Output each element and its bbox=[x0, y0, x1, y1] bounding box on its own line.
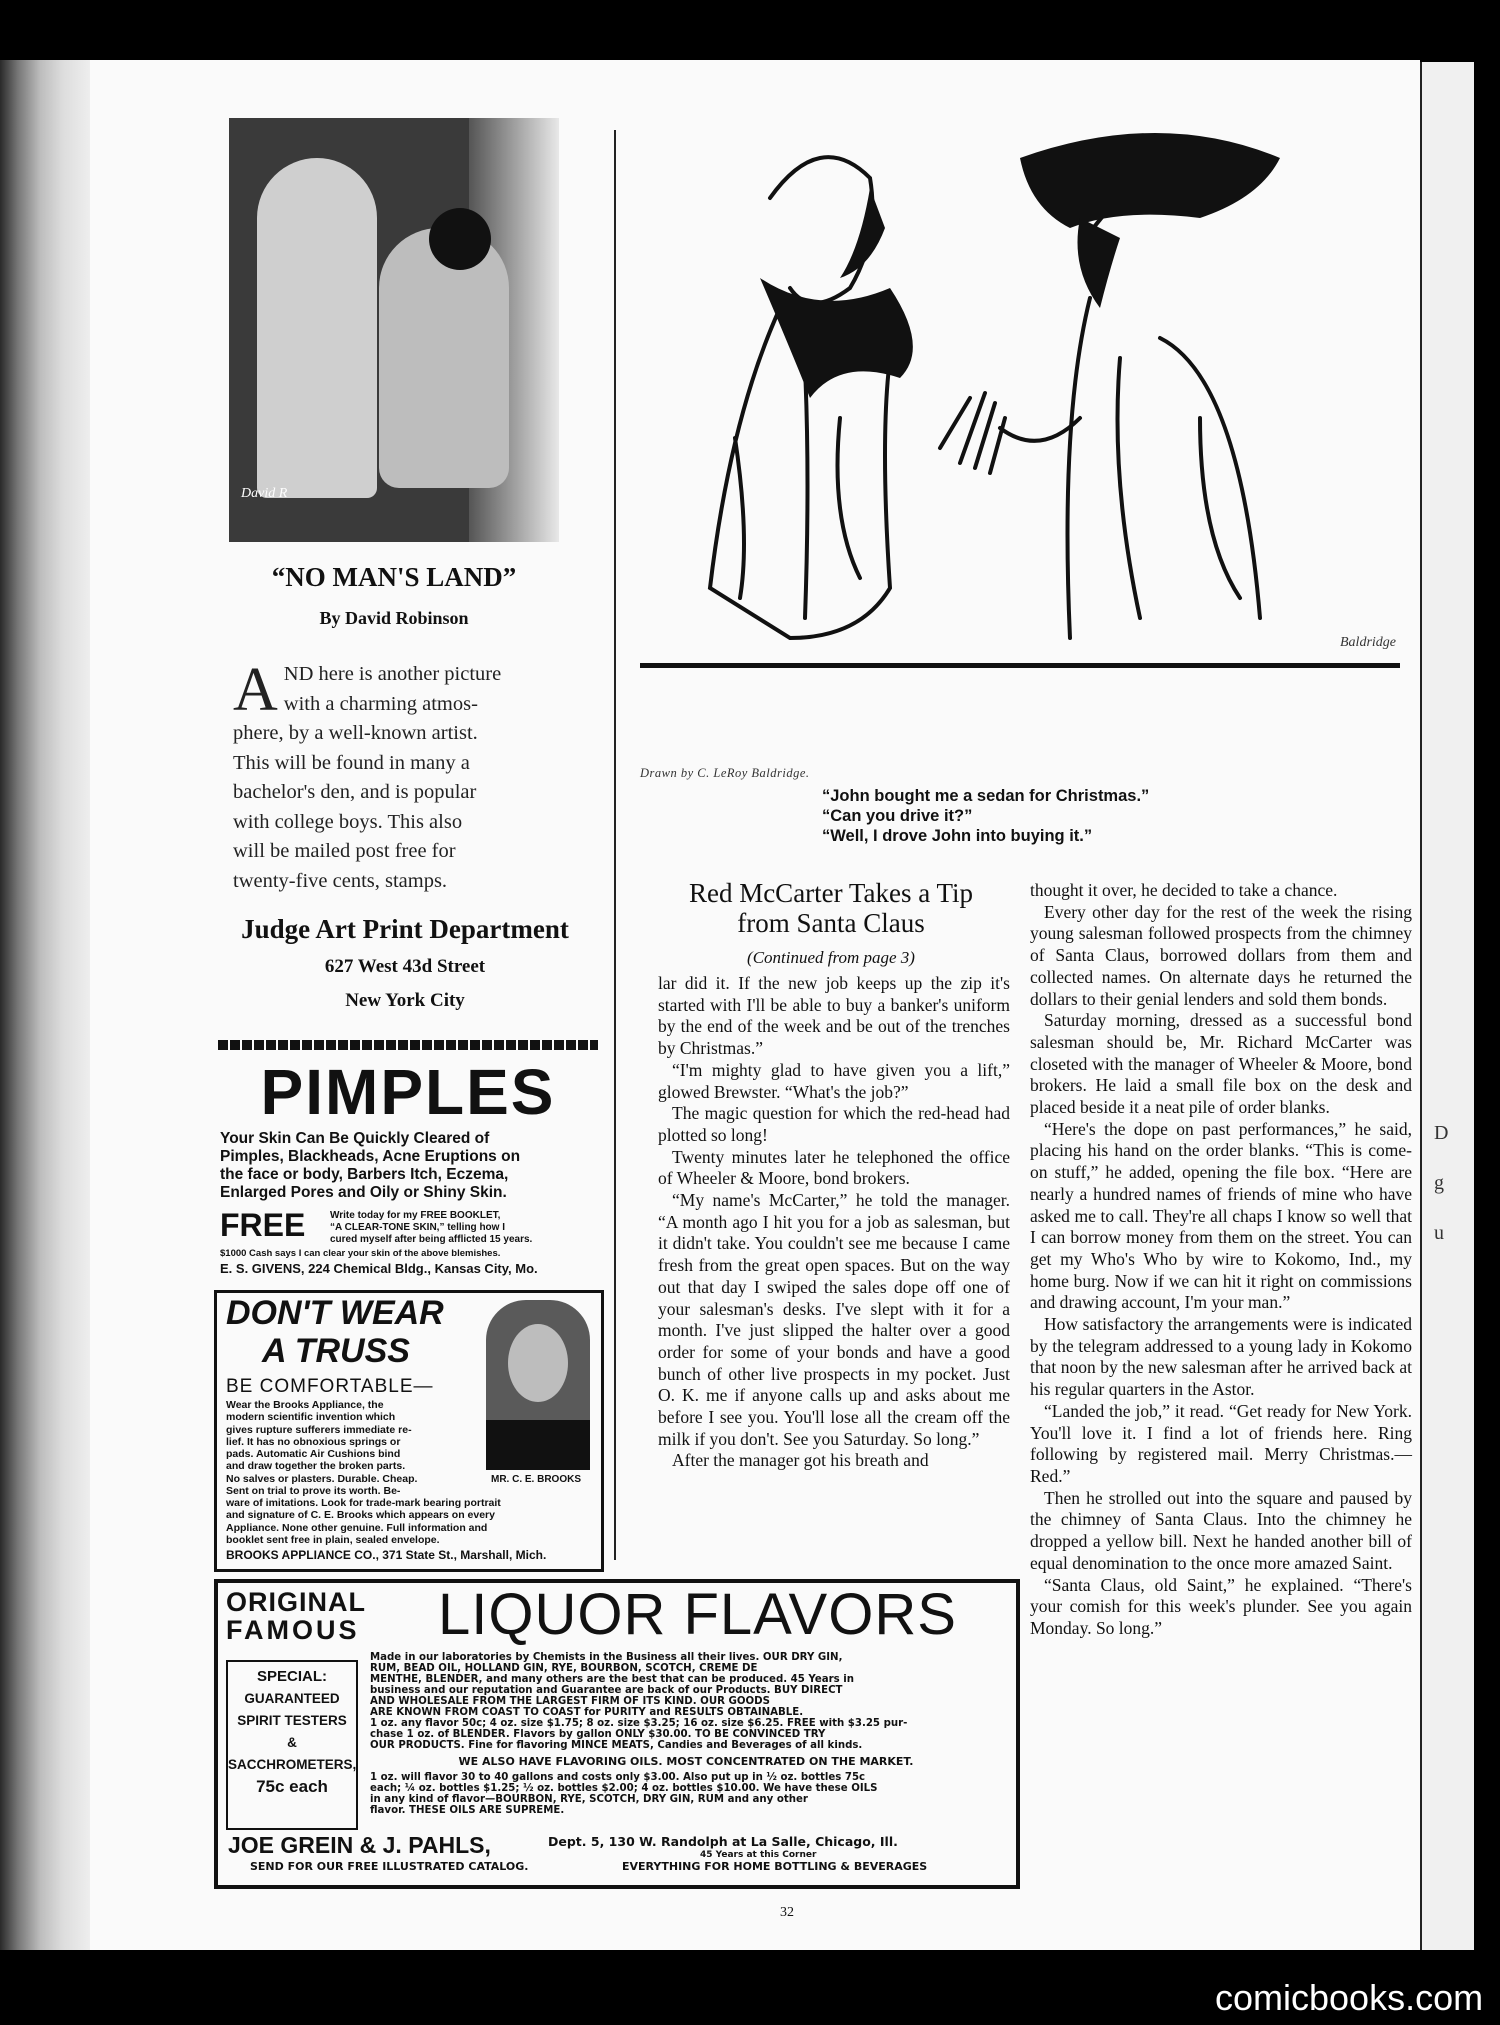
liquor-body: Made in our laboratories by Chemists in the Business all their lives. OUR DRY GIN, RUM, BEAD OIL, HOLLAND GIN, RYE, BOURBON, SCOTCH, CREME DE MENTHE, BLENDER, and many others are the best that can be produced. 45 Years in business and our reputation and Guarantee are back of our Products. BUY DIRECT AND WHOLESALE FROM THE LARGEST FIRM OF ITS KIND. OUR GOODS ARE KNOWN FROM COAST TO COAST for PURITY and RESULTS OBTAINABLE. 1 oz. any flavor 50c; 4 oz. size $1.75; 8 oz. size $3.25; 16 oz. size $6.25. FREE with $3.25 pur- chase 1 oz. of BLENDER. Flavors by gallon ONLY $30.00. TO BE CONVINCED TRY OUR PRODUCTS. Fine for flavoring MINCE MEATS, Candies and Beverages of all kinds. bbox=[370, 1652, 908, 1751]
art-byline: By David Robinson bbox=[319, 608, 469, 628]
firm-address: Dept. 5, 130 W. Randolph at La Salle, Chicago, Ill. bbox=[548, 1834, 898, 1849]
liquor-famous: FAMOUS bbox=[226, 1615, 360, 1645]
truss-body-top: Wear the Brooks Appliance, the modern scientific invention which gives rupture sufferers immediate re- lief. It has no obnoxious springs or pads. Automatic Air Cushions bind and draw together the broken parts. No salves or plasters. Durable. Cheap. Sent on trial to prove its worth. Be- bbox=[226, 1399, 418, 1498]
free-text: Write today for my FREE BOOKLET, “A CLEAR-TONE SKIN,” telling how I cured myself after being afflicted 15 years. bbox=[330, 1210, 533, 1245]
years-corner: 45 Years at this Corner bbox=[700, 1850, 817, 1860]
truss-sub: BE COMFORTABLE— bbox=[226, 1376, 434, 1397]
everything-line: EVERYTHING FOR HOME BOTTLING & BEVERAGES bbox=[622, 1860, 928, 1873]
art-title: “NO MAN'S LAND” bbox=[271, 562, 517, 592]
firm-name: JOE GREIN & J. PAHLS, bbox=[228, 1832, 491, 1858]
dept-city: New York City bbox=[345, 990, 465, 1011]
facing-letter: D bbox=[1434, 1122, 1449, 1144]
ad-rule bbox=[218, 1040, 598, 1050]
story-column-2: thought it over, he decided to take a chance. Every other day for the rest of the week the rising young salesman followed prospects from the chimney of Santa Claus, borrowed dollars from them and collected names. On alternate days he returned the dollars to their genial lenders and sold them bonds. Saturday morning, dressed as a successful bond salesman should be, Mr. Richard McCarter was closeted with the manager of Wheeler & Moore, bond brokers. He laid a small file box on the desk and placed beside it a neat pile of order blanks. “Here's the dope on past performances,” he said, placing his hand on the order blanks. “This is come-on stuff,” he added, opening the file box. “Here are nearly a hundred names of friends of mine who have asked me to call. They're all chaps I know so well that I can borrow money from them on the street. You can get my Who's Who by wire to Kokomo, Ind., my home burg. Now if we can hit it right on commissions and drawing account, I'm your man.” How satisfactory the arrangements were is indicated by the telegram addressed to a young lady in Kokomo that noon by the new salesman after he arrived back at his regular quarters in the Astor. “Landed the job,” it read. “Get ready for New York. You'll love it. I find a lot of friends here. Ring following by registered mail. Merry Christmas.—Red.” Then he strolled out into the square and paused by the chimney of Santa Claus. Into the chimney he dropped a yellow bill. Next he handed another bill of equal denomination to the once more amazed Saint. “Santa Claus, old Saint,” he explained. “There's your comish for this week's plunder. See you again Monday. So long.” bbox=[1030, 880, 1412, 1638]
book-spine bbox=[0, 60, 90, 1950]
dept-name: Judge Art Print Department bbox=[241, 914, 569, 944]
liquor-original: ORIGINAL bbox=[226, 1587, 366, 1617]
baldridge-cartoon bbox=[640, 118, 1420, 688]
truss-headline-1: DON'T WEAR bbox=[226, 1294, 444, 1332]
no-mans-land-illustration bbox=[229, 118, 559, 542]
free-label: FREE bbox=[220, 1207, 306, 1243]
cartoon-credit: Drawn by C. LeRoy Baldridge. bbox=[640, 766, 810, 780]
drop-cap: A bbox=[233, 656, 278, 724]
brooks-address: BROOKS APPLIANCE CO., 371 State St., Marshall, Mich. bbox=[226, 1548, 547, 1562]
truss-body-bottom: ware of imitations. Look for trade-mark bearing portrait and signature of C. E. Brooks which appears on every Appliance. None other genuine. Full information and booklet sent free in plain, sealed envelope. bbox=[226, 1497, 501, 1546]
brooks-portrait bbox=[486, 1300, 590, 1470]
art-blurb: A ND here is another picture with a charming atmos- phere, by a well-known artist. This will be found in many a bachelor's den, and is popular with college boys. This also will be mailed post free for twenty-five cents, stamps. bbox=[233, 656, 502, 892]
facing-page-edge bbox=[1420, 62, 1474, 1950]
pimples-headline: PIMPLES bbox=[260, 1056, 556, 1128]
artist-signature: David R bbox=[241, 486, 288, 501]
cartoon-signature: Baldridge bbox=[1340, 635, 1396, 650]
facing-letter: g bbox=[1434, 1172, 1444, 1194]
column-divider bbox=[614, 130, 616, 1560]
continued-note: (Continued from page 3) bbox=[747, 948, 915, 967]
special-text: SPECIAL: GUARANTEED SPIRIT TESTERS & SACCHROMETERS, 75c each bbox=[228, 1668, 357, 1796]
givens-address: E. S. GIVENS, 224 Chemical Bldg., Kansas City, Mo. bbox=[220, 1261, 538, 1276]
pimples-body: Your Skin Can Be Quickly Cleared of Pimples, Blackheads, Acne Eruptions on the face or body, Barbers Itch, Eczema, Enlarged Pores and Oily or Shiny Skin. bbox=[220, 1130, 521, 1201]
catalog-line: SEND FOR OUR FREE ILLUSTRATED CATALOG. bbox=[250, 1860, 529, 1873]
guarantee: $1000 Cash says I can clear your skin of the above blemishes. bbox=[220, 1248, 501, 1259]
oils-body: 1 oz. will flavor 30 to 40 gallons and costs only $3.00. Also put up in ½ oz. bottles 75c each; ¼ oz. bottles $1.25; ½ oz. bottles $2.00; 4 oz. bottles $10.00. We have these OILS in any kind of flavor—BOURBON, RYE, SCOTCH, DRY GIN, RUM and any other flavor. THESE OILS ARE SUPREME. bbox=[370, 1772, 878, 1816]
page-number: 32 bbox=[780, 1905, 794, 1920]
oils-heading: WE ALSO HAVE FLAVORING OILS. MOST CONCENTRATED ON THE MARKET. bbox=[458, 1755, 914, 1768]
watermark: comicbooks.com bbox=[1215, 1977, 1484, 2018]
facing-letter: u bbox=[1434, 1222, 1444, 1244]
truss-headline-2: A TRUSS bbox=[262, 1332, 410, 1370]
liquor-headline: LIQUOR FLAVORS bbox=[438, 1582, 957, 1647]
cartoon-caption: “John bought me a sedan for Christmas.” “Can you drive it?” “Well, I drove John into buying it.” bbox=[822, 787, 1150, 845]
dept-address: 627 West 43d Street bbox=[324, 956, 486, 977]
story-title: Red McCarter Takes a Tip from Santa Claus bbox=[688, 878, 974, 938]
portrait-caption: MR. C. E. BROOKS bbox=[490, 1474, 581, 1485]
story-column-1: lar did it. If the new job keeps up the zip it's started with I'll be able to buy a banker's uniform by the end of the week and be out of the trenches by Christmas.” “I'm mighty glad to have given you a lift,” glowed Brewster. “What's the job?” The magic question for which the red-head had plotted so long! Twenty minutes later he telephoned the office of Wheeler & Moore, bond brokers. “My name's McCarter,” he told the manager. “A month ago I hit you for a job as salesman, but it didn't take. You couldn't see me because I came fresh from the great open spaces. But on the way out that day I swiped the sales dope off one of your salesman's desks. I've slept with it for a month. I've just slipped the halter over a good order for some of your bonds and have a good bunch of other live prospects in my pocket. Just O. K. me if anyone calls up and asks about me before I see you. You'll lose all the cream off the milk if you don't. See you Saturday. So long.” After the manager got his breath and bbox=[658, 973, 1010, 1471]
